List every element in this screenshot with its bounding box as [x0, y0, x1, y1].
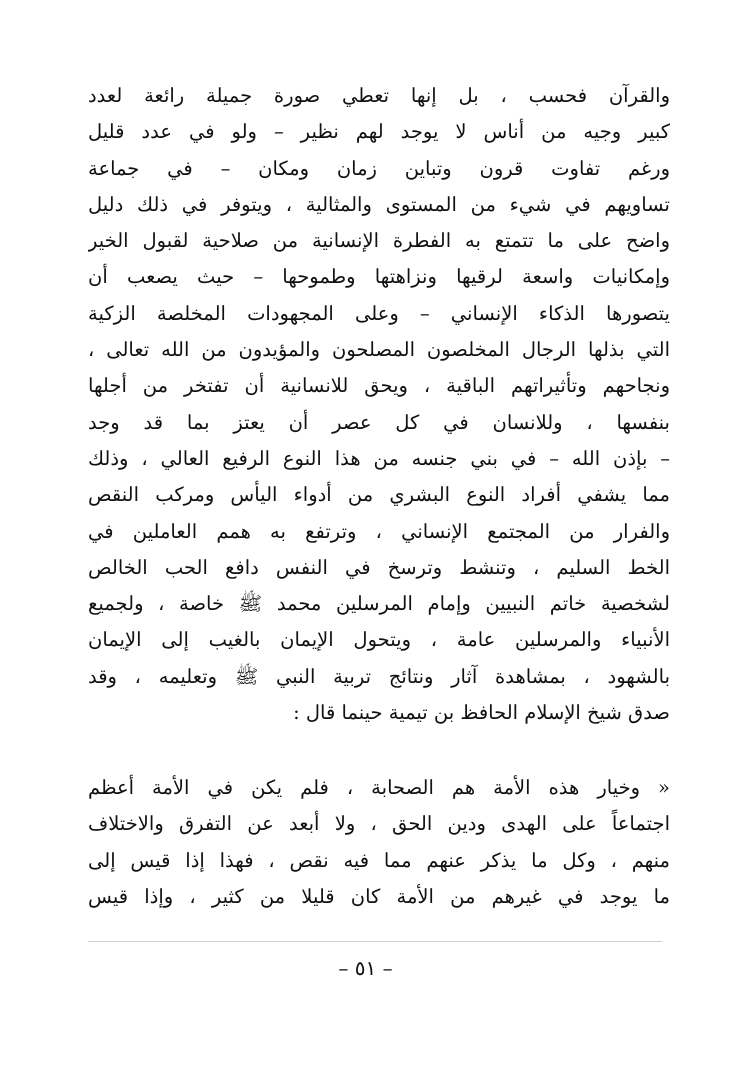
- text-line: التي بذلها الرجال المخلصون المصلحون والمؤيدون من الله تعالى ،: [88, 338, 670, 362]
- text-line: كبير وجيه من أناس لا يوجد لهم نظير – ولو في عدد قليل: [88, 120, 670, 144]
- main-paragraph: [88, 78, 670, 731]
- text-line: صدق شيخ الإسلام الحافظ بن تيمية حينما قال :: [293, 701, 670, 725]
- text-line: ما يوجد في غيرهم من الأمة كان قليلا من كثير ، وإذا قيس: [88, 884, 670, 908]
- text-line: وإمكانيات واسعة لرقيها ونزاهتها وطموحها – حيث يصعب أن: [88, 265, 670, 289]
- text-line: مما يشفي أفراد النوع البشري من أدواء اليأس ومركب النقص: [88, 483, 670, 507]
- text-line: والفرار من المجتمع الإنساني ، وترتفع به همم العاملين في: [88, 519, 670, 543]
- text-line: اجتماعاً على الهدى ودين الحق ، ولا أبعد عن التفرق والاختلاف: [88, 812, 670, 836]
- text-line: الخط السليم ، وتنشط وترسخ في النفس دافع الحب الخالص: [88, 555, 670, 579]
- text-line: والقرآن فحسب ، بل إنها تعطي صورة جميلة رائعة لعدد: [88, 84, 670, 107]
- text-line: ونجاحهم وتأثيراتهم الباقية ، ويحق للانسانية أن تفتخر من أجلها: [88, 374, 670, 398]
- text-line: بنفسها ، وللانسان في كل عصر أن يعتز بما قد وجد: [88, 410, 670, 434]
- text-line: منهم ، وكل ما يذكر عنهم مما فيه نقص ، فهذا إذا قيس إلى: [88, 848, 670, 872]
- text-line: ورغم تفاوت قرون وتباين زمان ومكان – في جماعة: [88, 156, 670, 180]
- quote-paragraph: [88, 770, 670, 915]
- text-line: الأنبياء والمرسلين عامة ، ويتحول الإيمان بالغيب إلى الإيمان: [88, 628, 670, 652]
- text-line: – بإذن الله – في بني جنسه من هذا النوع الرفيع العالي ، وذلك: [88, 446, 670, 470]
- text-line: تساويهم في شيء من المستوى والمثالية ، ويتوفر في ذلك دليل: [88, 192, 670, 216]
- text-line: لشخصية خاتم النبيين وإمام المرسلين محمد ﷺ خاصة ، ولجميع: [88, 592, 670, 616]
- text-line: واضح على ما تتمتع به الفطرة الإنسانية من صلاحية لقبول الخير: [88, 229, 670, 253]
- footer-divider: [88, 941, 662, 942]
- text-line: « وخيار هذه الأمة هم الصحابة ، فلم يكن في الأمة أعظم: [88, 776, 670, 799]
- text-line: يتصورها الذكاء الإنساني – وعلى المجهودات المخلصة الزكية: [88, 301, 670, 325]
- text-line: بالشهود ، بمشاهدة آثار ونتائج تربية النبي ﷺ وتعليمه ، وقد: [88, 664, 670, 688]
- page-number: – ٥١ –: [338, 956, 393, 980]
